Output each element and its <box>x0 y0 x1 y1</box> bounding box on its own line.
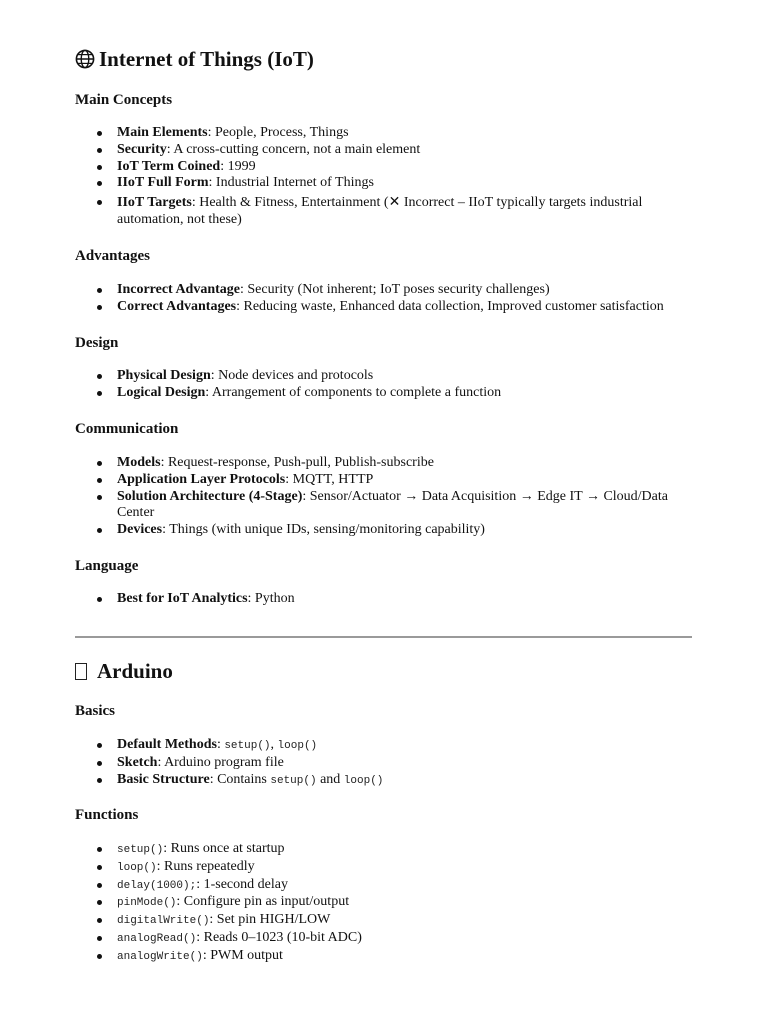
section-divider <box>75 636 692 638</box>
list-item: IIoT Targets: Health & Fitness, Entertainment (✕ Incorrect – IIoT typically targets industrial automation, not these) <box>75 194 692 229</box>
list-item: IIoT Full Form: Industrial Internet of Things <box>75 175 692 192</box>
basics-heading: Basics <box>75 703 116 719</box>
basics-list <box>75 737 692 789</box>
advantages-list <box>75 282 692 316</box>
advantages-heading: Advantages <box>75 248 151 264</box>
missing-glyph-icon <box>75 663 87 680</box>
arduino-title-text: Arduino <box>97 659 173 683</box>
main-concepts-heading: Main Concepts <box>75 92 173 108</box>
list-item: Security: A cross-cutting concern, not a main element <box>75 142 692 159</box>
list-item: Default Methods: setup(), loop() <box>75 737 692 755</box>
globe-icon <box>75 49 95 69</box>
list-item: Correct Advantages: Reducing waste, Enhanced data collection, Improved customer satisfaction <box>75 299 692 316</box>
list-item: delay(1000);: 1-second delay <box>75 877 692 895</box>
communication-heading: Communication <box>75 421 179 437</box>
list-item: Application Layer Protocols: MQTT, HTTP <box>75 472 692 489</box>
functions-list <box>75 841 692 966</box>
list-item: analogRead(): Reads 0–1023 (10-bit ADC) <box>75 930 692 948</box>
design-heading: Design <box>75 335 119 351</box>
arduino-title <box>75 658 173 684</box>
list-item: Main Elements: People, Process, Things <box>75 125 692 142</box>
list-item: analogWrite(): PWM output <box>75 948 692 966</box>
design-list <box>75 368 692 402</box>
list-item: Logical Design: Arrangement of components to complete a function <box>75 385 692 402</box>
language-heading: Language <box>75 558 139 574</box>
list-item: Physical Design: Node devices and protocols <box>75 368 692 385</box>
list-item: setup(): Runs once at startup <box>75 841 692 859</box>
communication-list <box>75 455 692 539</box>
list-item: Models: Request-response, Push-pull, Publish-subscribe <box>75 455 692 472</box>
cross-mark-icon: ✕ <box>388 194 401 211</box>
list-item: digitalWrite(): Set pin HIGH/LOW <box>75 912 692 930</box>
list-item: Sketch: Arduino program file <box>75 755 692 772</box>
list-item: Best for IoT Analytics: Python <box>75 591 692 608</box>
list-item: IoT Term Coined: 1999 <box>75 159 692 176</box>
iot-title-text: Internet of Things (IoT) <box>99 47 314 71</box>
list-item: pinMode(): Configure pin as input/output <box>75 894 692 912</box>
functions-heading: Functions <box>75 807 139 823</box>
list-item: Basic Structure: Contains setup() and loop() <box>75 772 692 790</box>
list-item: Incorrect Advantage: Security (Not inherent; IoT poses security challenges) <box>75 282 692 299</box>
list-item: Devices: Things (with unique IDs, sensing/monitoring capability) <box>75 522 692 539</box>
language-list <box>75 591 692 608</box>
list-item: loop(): Runs repeatedly <box>75 859 692 877</box>
main-concepts-list <box>75 125 692 229</box>
list-item: Solution Architecture (4-Stage): Sensor/Actuator → Data Acquisition → Edge IT → Cloud/Data Center <box>75 489 692 523</box>
iot-title <box>75 46 314 72</box>
